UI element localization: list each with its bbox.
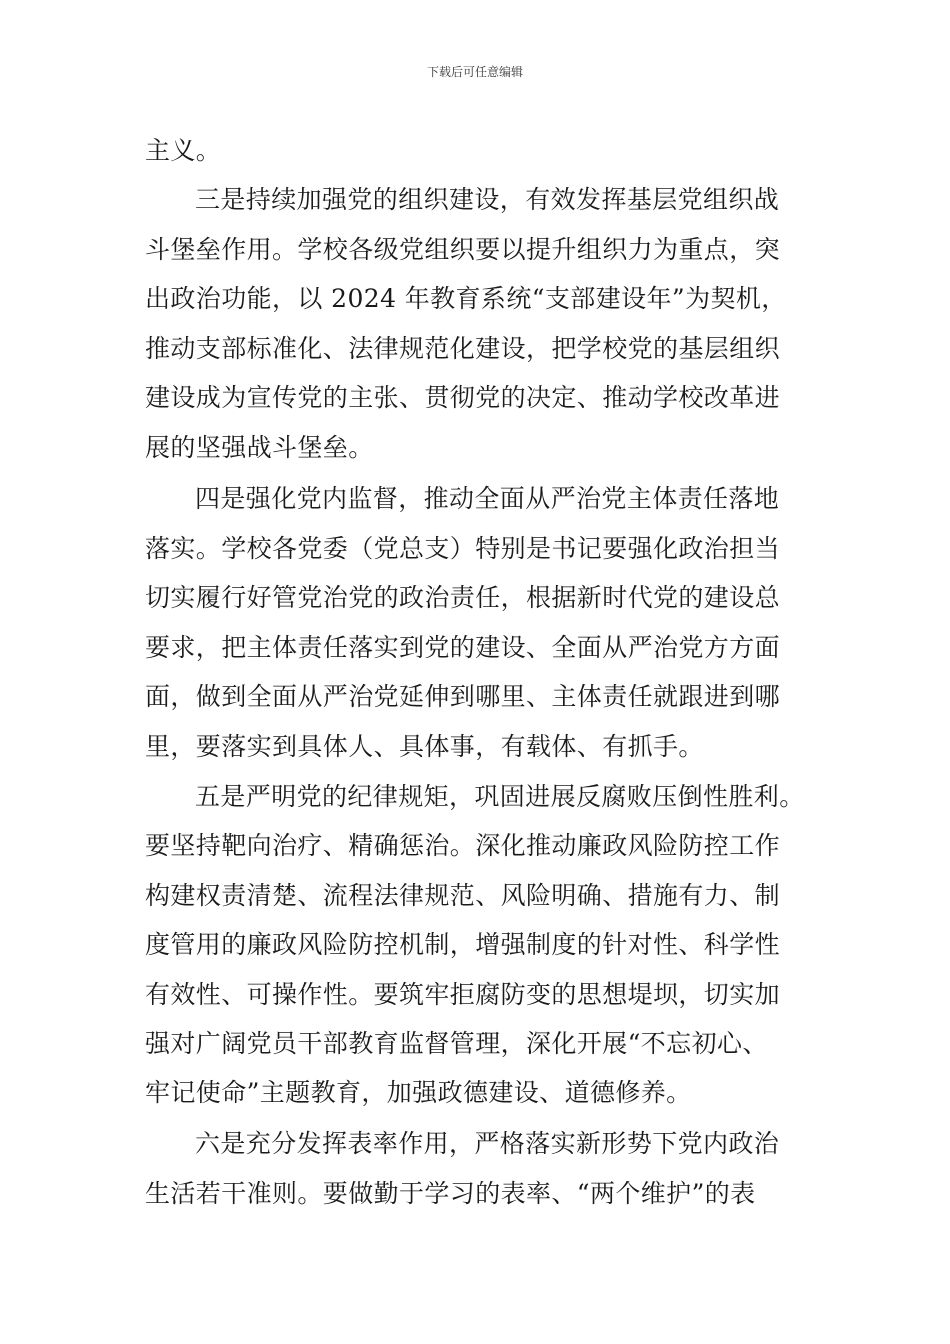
- text-line: 牢记使命”主题教育，加强政德建设、道德修养。: [145, 1078, 692, 1107]
- text-line: 构建权责清楚、流程法律规范、风险明确、措施有力、制: [145, 881, 781, 910]
- text-line: 落实。学校各党委（党总支）特别是书记要强化政治担当: [145, 534, 781, 563]
- text-line: 要坚持靶向治疗、精确惩治。深化推动廉政风险防控工作: [145, 831, 781, 860]
- text-line: 里，要落实到具体人、具体事，有载体、有抓手。: [145, 732, 704, 761]
- text-line: 推动支部标准化、法律规范化建设，把学校党的基层组织: [145, 334, 781, 363]
- text-line: 度管用的廉政风险防控机制，增强制度的针对性、科学性: [145, 930, 781, 959]
- text-line: 出政治功能，以 2024 年教育系统“支部建设年”为契机，: [145, 284, 787, 313]
- text-line: 有效性、可操作性。要筑牢拒腐防变的思想堤坝，切实加: [145, 980, 781, 1009]
- text-line: 斗堡垒作用。学校各级党组织要以提升组织力为重点，突: [145, 235, 781, 264]
- text-line: 面，做到全面从严治党延伸到哪里、主体责任就跟进到哪: [145, 682, 781, 711]
- text-line: 展的坚强战斗堡垒。: [145, 433, 374, 462]
- text-line: 生活若干准则。要做勤于学习的表率、“两个维护”的表: [145, 1179, 756, 1208]
- paragraph-first-line: 五是严明党的纪律规矩，巩固进展反腐败压倒性胜利。: [195, 782, 805, 811]
- paragraph-first-line: 四是强化党内监督，推动全面从严治党主体责任落地: [195, 484, 780, 513]
- paragraph-first-line: 六是充分发挥表率作用，严格落实新形势下党内政治: [195, 1129, 780, 1158]
- text-line: 建设成为宣传党的主张、贯彻党的决定、推动学校改革进: [145, 383, 781, 412]
- paragraph-first-line: 三是持续加强党的组织建设，有效发挥基层党组织战: [195, 185, 780, 214]
- text-line: 切实履行好管党治党的政治责任，根据新时代党的建设总: [145, 583, 781, 612]
- page-header: 下载后可任意编辑: [426, 65, 523, 79]
- text-line: 要求，把主体责任落实到党的建设、全面从严治党方方面: [145, 633, 781, 662]
- text-line: 主义。: [145, 136, 222, 165]
- text-line: 强对广阔党员干部教育监督管理，深化开展“不忘初心、: [145, 1029, 768, 1058]
